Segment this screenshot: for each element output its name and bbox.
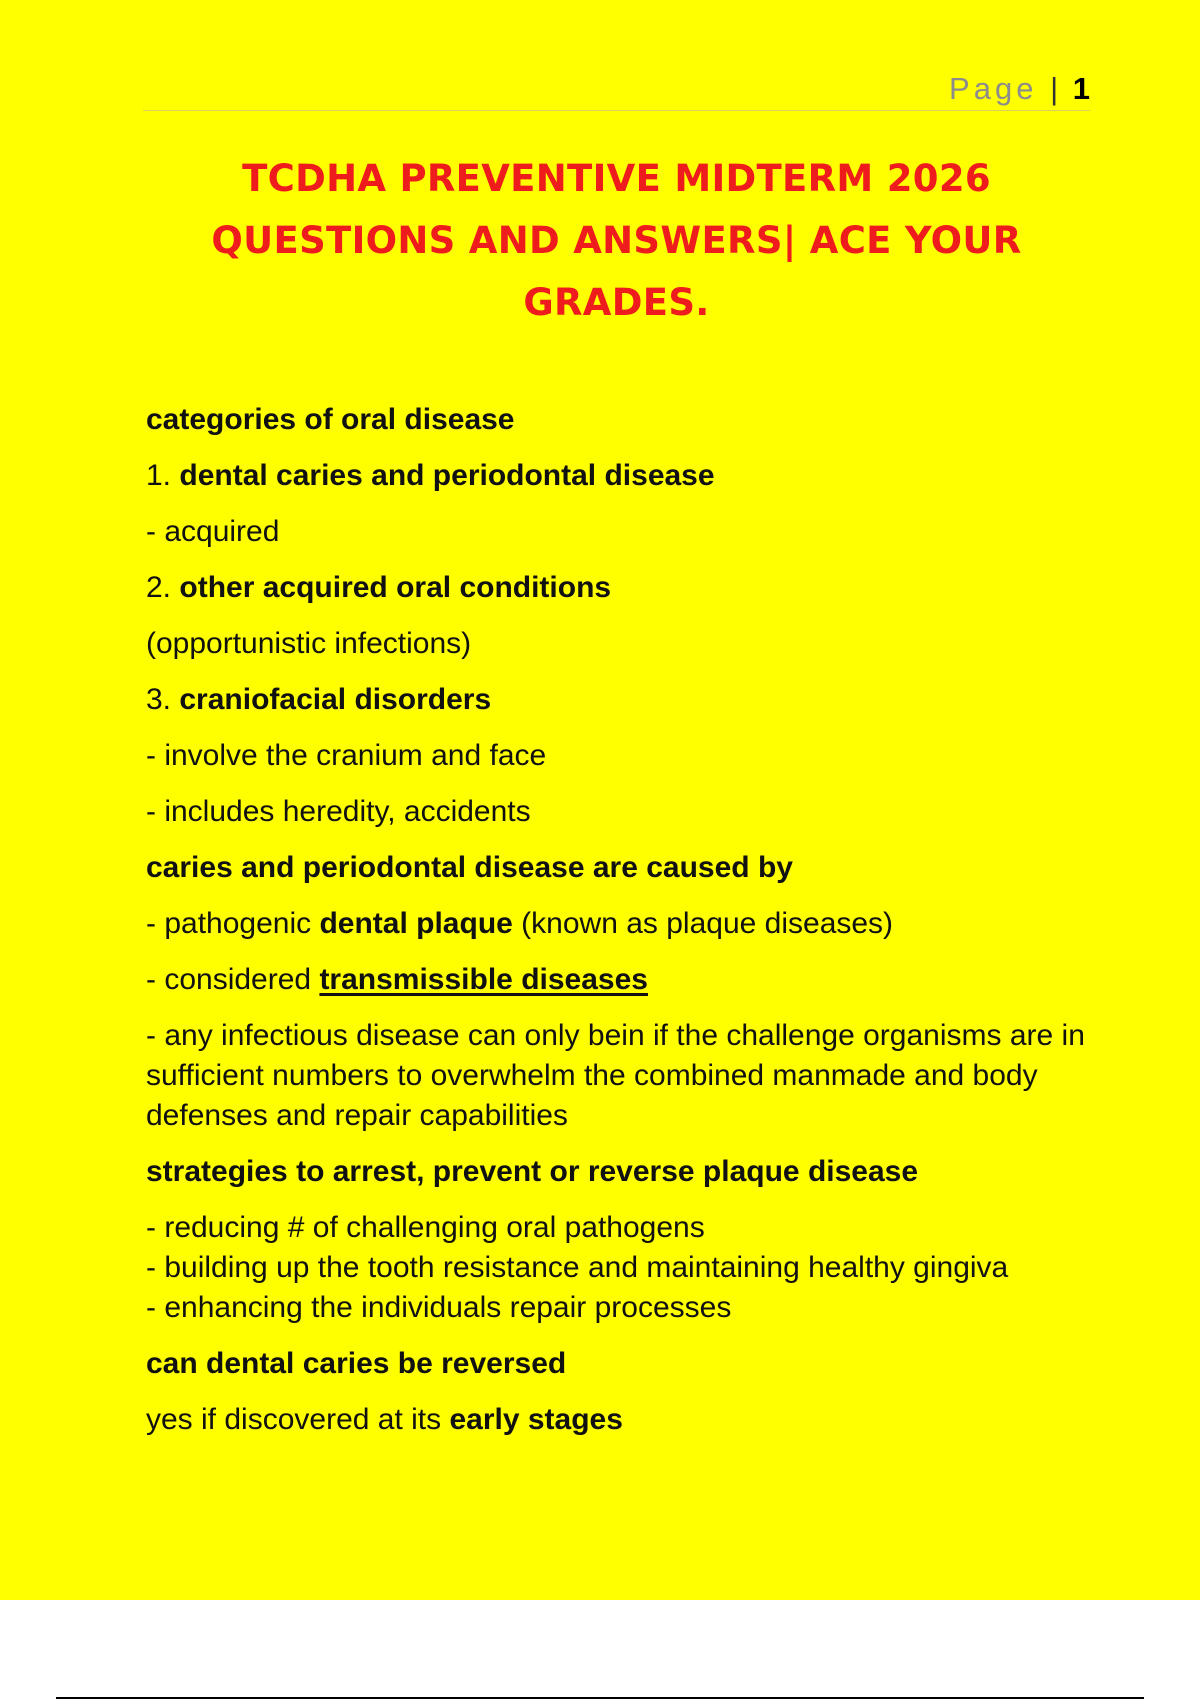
page-label: Page — [949, 71, 1038, 106]
item-number: 2. — [146, 571, 172, 604]
document-title — [143, 148, 1090, 334]
item-number: 3. — [146, 683, 172, 716]
item-text: other acquired oral conditions — [179, 571, 612, 604]
question-heading: caries and periodontal disease are caused by — [146, 851, 793, 884]
title-line-1: TCDHA PREVENTIVE MIDTERM 2026 — [242, 157, 991, 200]
answer-text: (known as plaque diseases) — [521, 907, 894, 940]
numbered-item — [146, 680, 1086, 720]
question-heading: strategies to arrest, prevent or reverse plaque disease — [146, 1155, 919, 1188]
answer-line: - enhancing the individuals repair processes — [146, 1291, 732, 1324]
item-text: dental caries and periodontal disease — [179, 459, 715, 492]
answer-line: - includes heredity, accidents — [146, 795, 531, 828]
item-number: 1. — [146, 459, 172, 492]
page-header — [143, 68, 1090, 111]
answer-emphasis-underlined: transmissible diseases — [319, 963, 648, 996]
answer-line: (opportunistic infections) — [146, 627, 472, 660]
answer-line: - reducing # of challenging oral pathogens — [146, 1211, 705, 1244]
answer-text: - considered — [146, 963, 312, 996]
title-line-2: QUESTIONS AND ANSWERS| ACE YOUR — [211, 219, 1022, 262]
answer-text: - pathogenic — [146, 907, 312, 940]
numbered-item — [146, 456, 1086, 496]
answer-line: - involve the cranium and face — [146, 739, 547, 772]
item-text: craniofacial disorders — [179, 683, 492, 716]
answer-text: yes if discovered at its — [146, 1403, 442, 1436]
answer-emphasis: dental plaque — [319, 907, 513, 940]
page-number: 1 — [1072, 71, 1090, 106]
page-separator: | — [1050, 71, 1059, 106]
answer-emphasis: early stages — [449, 1403, 623, 1436]
footer-divider — [56, 1697, 1144, 1699]
title-line-3: GRADES. — [523, 281, 710, 324]
question-heading: can dental caries be reversed — [146, 1347, 567, 1380]
document-body — [146, 400, 1086, 1456]
question-heading: categories of oral disease — [146, 403, 515, 436]
answer-paragraph: - any infectious disease can only bein if the challenge organisms are in sufficient numbers to overwhelm the combined manmade and body defenses and repair capabilities — [146, 1019, 1085, 1132]
answer-line: - acquired — [146, 515, 280, 548]
answer-line — [146, 1400, 1086, 1440]
answer-line — [146, 960, 1086, 1000]
answer-line — [146, 904, 1086, 944]
answer-line: - building up the tooth resistance and maintaining healthy gingiva — [146, 1251, 1009, 1284]
numbered-item — [146, 568, 1086, 608]
